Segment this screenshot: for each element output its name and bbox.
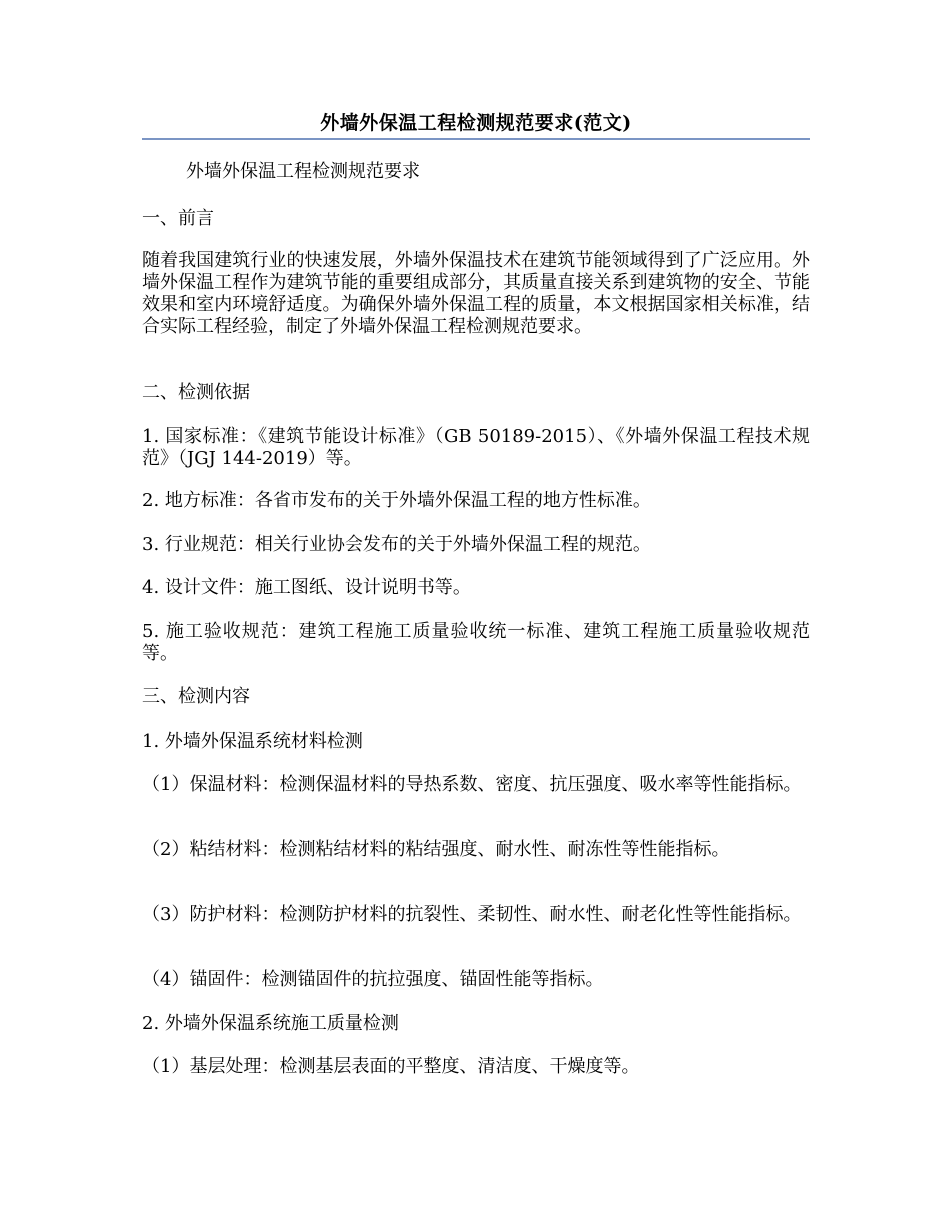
section-heading-basis: 二、检测依据 [142, 382, 250, 403]
content-subheading-1: 1. 外墙外保温系统材料检测 [142, 731, 363, 752]
content-item-1-2: （2）粘结材料：检测粘结材料的粘结强度、耐水性、耐冻性等性能指标。 [142, 839, 730, 860]
content-item-1-3: （3）防护材料：检测防护材料的抗裂性、柔韧性、耐水性、耐老化性等性能指标。 [142, 904, 802, 925]
content-item-1-1: （1）保温材料：检测保温材料的导热系数、密度、抗压强度、吸水率等性能指标。 [142, 774, 802, 795]
document-title: 外墙外保温工程检测规范要求(范文) [320, 112, 632, 134]
basis-item-3: 3. 行业规范：相关行业协会发布的关于外墙外保温工程的规范。 [142, 534, 651, 555]
content-subheading-2: 2. 外墙外保温系统施工质量检测 [142, 1013, 399, 1034]
basis-item-2: 2. 地方标准：各省市发布的关于外墙外保温工程的地方性标准。 [142, 490, 651, 511]
document-subtitle: 外墙外保温工程检测规范要求 [186, 161, 420, 182]
preface-paragraph: 随着我国建筑行业的快速发展，外墙外保温技术在建筑节能领域得到了广泛应用。外墙外保温工程作为建筑节能的重要组成部分，其质量直接关系到建筑物的安全、节能效果和室内环境舒适度。为确保外墙外保温工程的质量，本文根据国家相关标准，结合实际工程经验，制定了外墙外保温工程检测规范要求。 [142, 250, 810, 337]
section-heading-preface: 一、前言 [142, 208, 214, 229]
basis-item-4: 4. 设计文件：施工图纸、设计说明书等。 [142, 577, 471, 598]
content-item-2-1: （1）基层处理：检测基层表面的平整度、清洁度、干燥度等。 [142, 1056, 640, 1077]
title-divider [142, 138, 810, 140]
content-item-1-4: （4）锚固件：检测锚固件的抗拉强度、锚固性能等指标。 [142, 969, 604, 990]
basis-item-5: 5. 施工验收规范：建筑工程施工质量验收统一标准、建筑工程施工质量验收规范等。 [142, 621, 810, 664]
section-heading-content: 三、检测内容 [142, 686, 250, 707]
basis-item-1: 1. 国家标准：《建筑节能设计标准》（GB 50189-2015）、《外墙外保温工程技术规范》（JGJ 144-2019）等。 [142, 426, 810, 469]
